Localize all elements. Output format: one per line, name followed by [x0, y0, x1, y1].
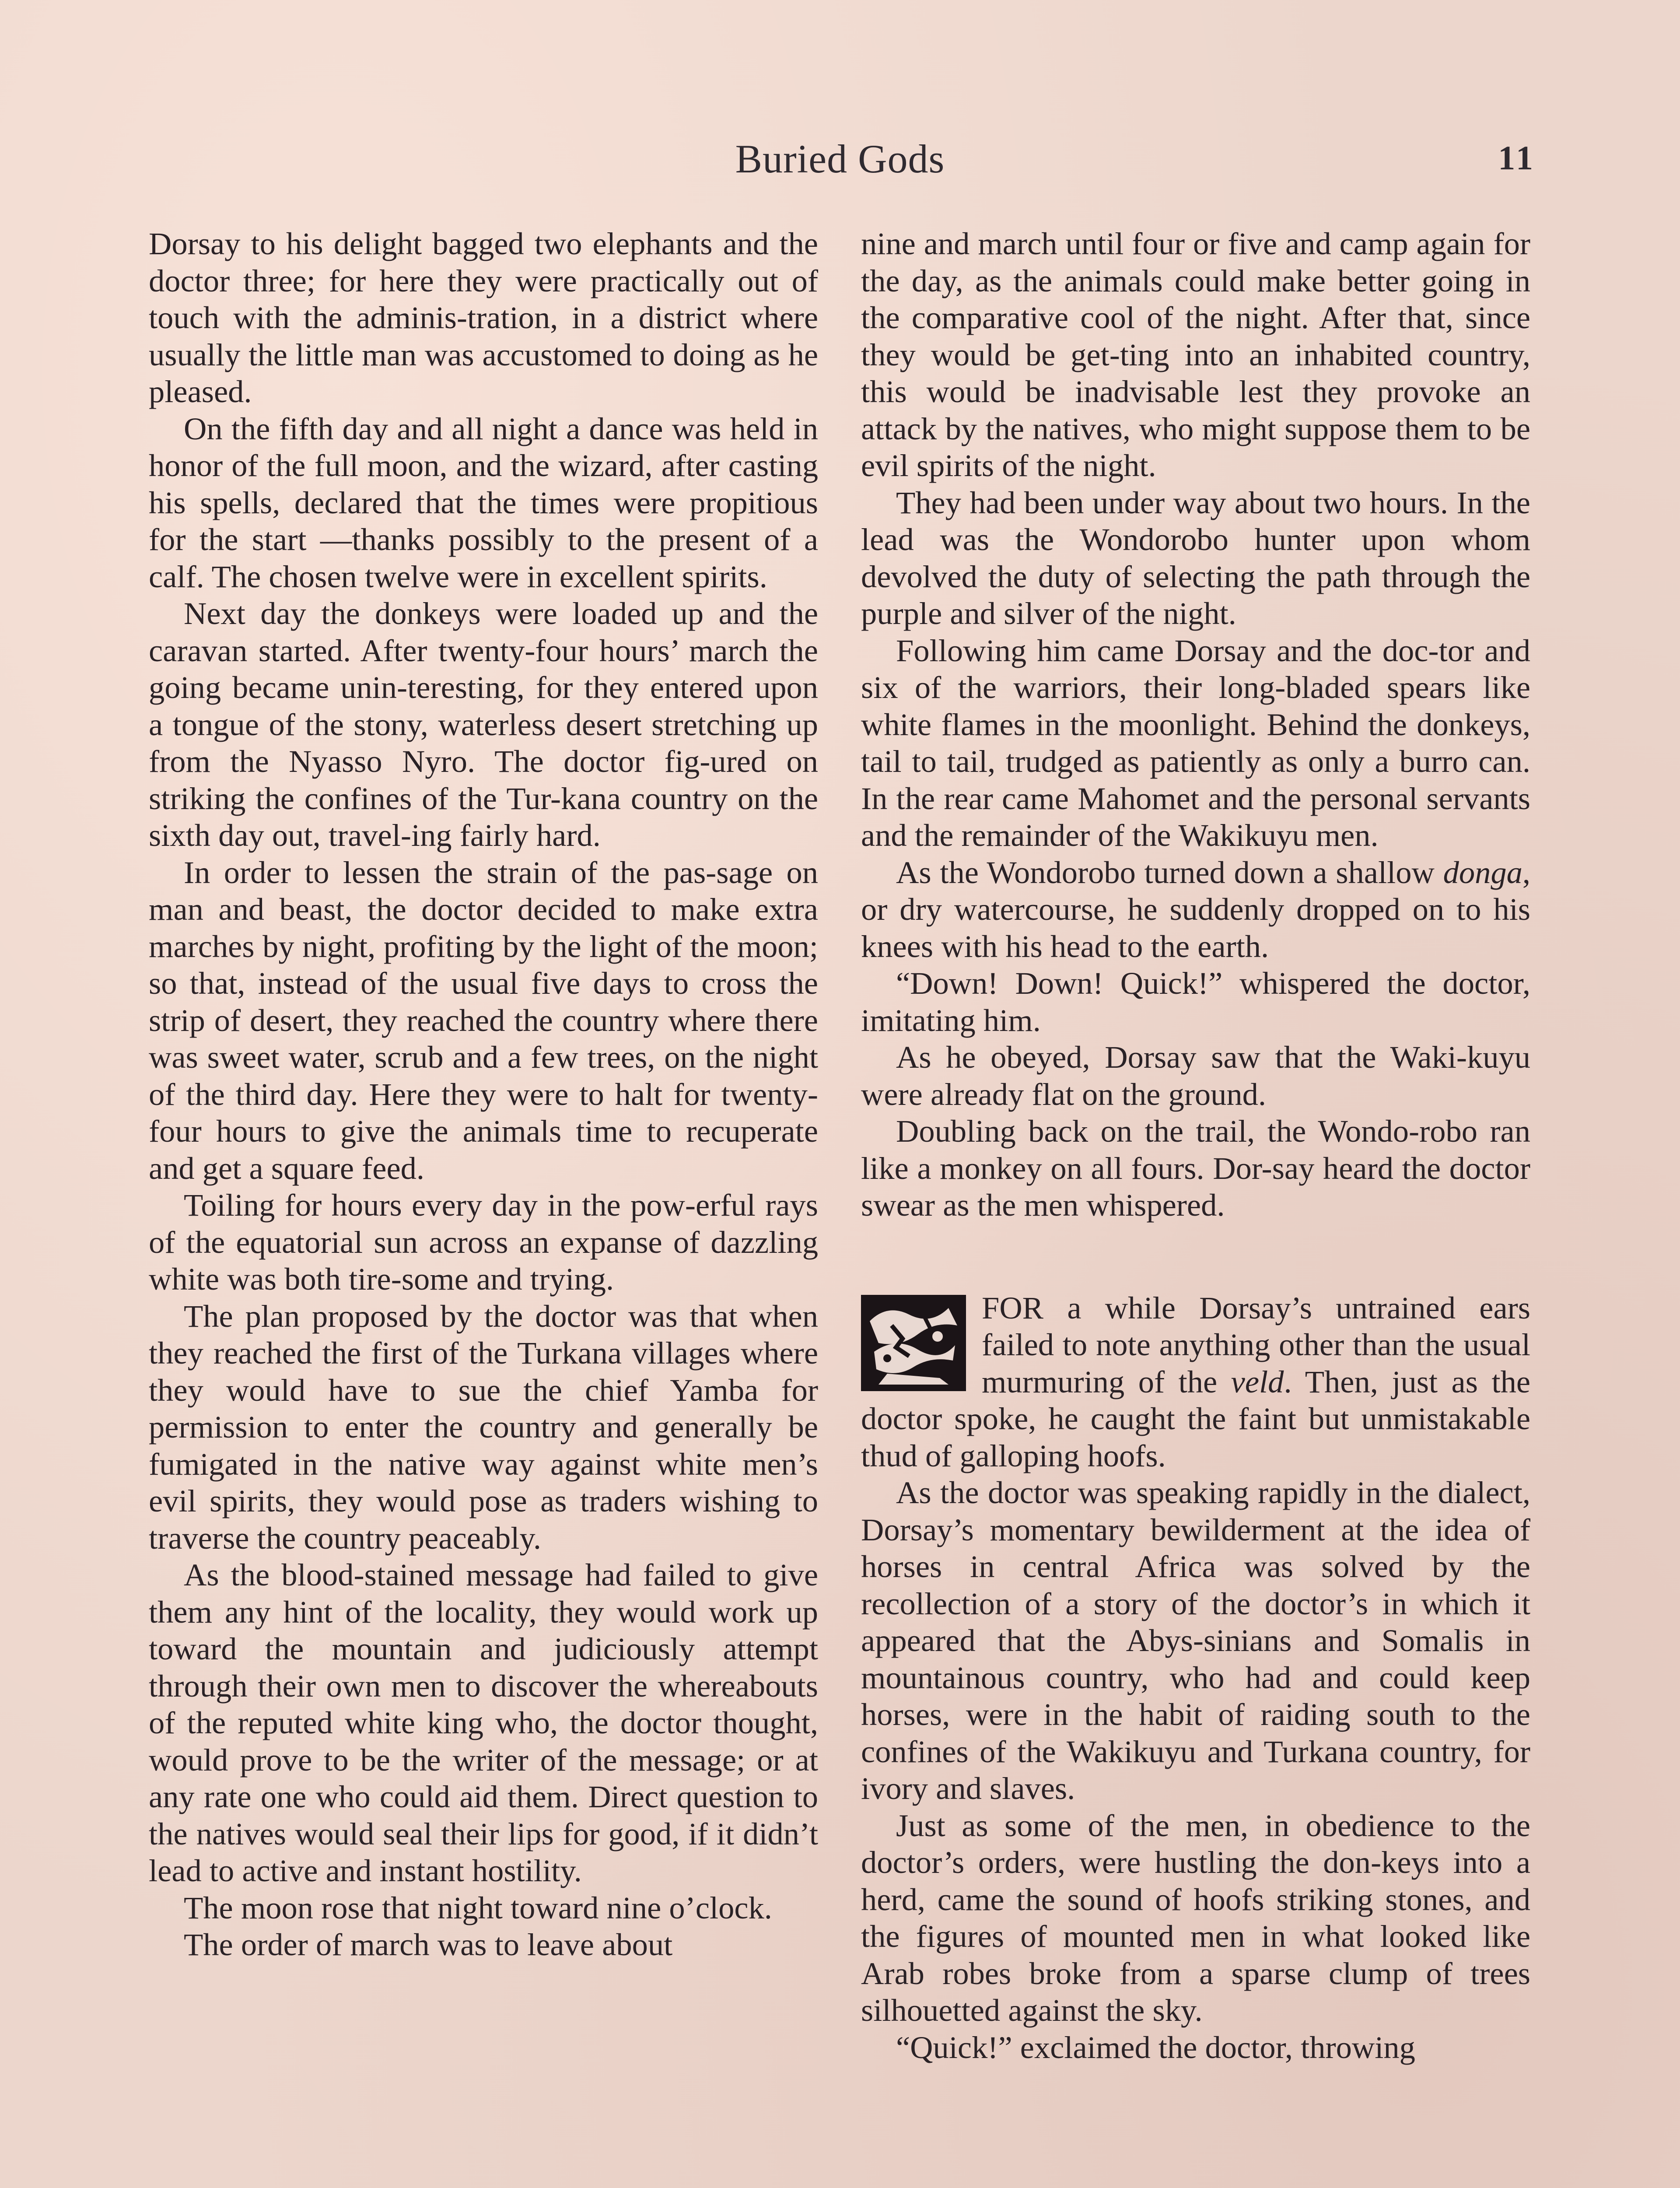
paragraph: [861, 854, 1530, 965]
paragraph: The order of march was to leave about: [184, 1927, 673, 1962]
paragraph: Just as some of the men, in obedience to the doctor’s orders, were hustling the don-keys into a herd, came the sound of hoofs striking stones, and the figures of mounted men in what looked like Arab robes broke from a sparse clump of trees silhouetted against the sky.: [861, 1807, 1530, 2028]
right-column: [861, 225, 1530, 2066]
paragraph: nine and march until four or five and camp again for the day, as the animals could make better going in the comparative cool of the night. After that, since they would be get-ting into an inhabited country, this would be inadvisable lest they provoke an attack by the natives, who might suppose them to be evil spirits of the night.: [861, 226, 1530, 483]
paragraph: They had been under way about two hours. In the lead was the Wondorobo hunter upon whom devolved the duty of selecting the path through the purple and silver of the night.: [861, 484, 1530, 631]
italic-term: donga: [1443, 854, 1522, 890]
page-number: 11: [1498, 139, 1536, 177]
left-column: [149, 225, 818, 1964]
paragraph: The moon rose that night toward nine o’clock.: [184, 1890, 772, 1925]
section-opening-paragraph: [861, 1290, 1530, 1475]
paragraph: Doubling back on the trail, the Wondo-robo ran like a monkey on all fours. Dor-say heard the doctor swear as the men whispered.: [861, 1113, 1530, 1223]
text-run: FOR a while Dorsay’s untrained ears failed to note anything other than the usual murmuring of the: [982, 1290, 1530, 1399]
paragraph: Following him came Dorsay and the doc-tor and six of the warriors, their long-bladed spears like white flames in the moonlight. Behind the donkeys, tail to tail, trudged as patiently as only a burro can. In the rear came Mahomet and the personal servants and the remainder of the Wakikuyu men.: [861, 632, 1530, 853]
section-break: [861, 1224, 1530, 1290]
paragraph: “Down! Down! Quick!” whispered the doctor, imitating him.: [861, 965, 1530, 1038]
paragraph: In order to lessen the strain of the pas-sage on man and beast, the doctor decided to make extra marches by night, profiting by the light of the moon; so that, instead of the usual five days to cross the strip of desert, they reached the country where there was sweet water, scrub and a few trees, on the night of the third day. Here they were to halt for twenty-four hours to give the animals time to recuperate and get a square feed.: [149, 854, 818, 1186]
paragraph: As the doctor was speaking rapidly in the dialect, Dorsay’s momentary bewilderment at the idea of horses in central Africa was solved by the recollection of a story of the doctor’s in which it appeared that the Abys-sinians and Somalis in mountainous country, who had and could keep horses, were in the habit of raiding south to the confines of the Wakikuyu and Turkana country, for ivory and slaves.: [861, 1475, 1530, 1806]
paragraph: Toiling for hours every day in the pow-erful rays of the equatorial sun across an expanse of dazzling white was both tire-some and trying.: [149, 1187, 818, 1297]
italic-term: veld: [1231, 1364, 1284, 1399]
decorative-ornament-icon: [861, 1295, 966, 1391]
text-run: As the Wondorobo turned down a shallow: [896, 854, 1435, 890]
paragraph: Dorsay to his delight bagged two elephants and the doctor three; for here they were practically out of touch with the adminis-tration, in a district where usually the little man was accustomed to doing as he pleased.: [149, 226, 818, 409]
text-run: . Then, just as the doctor spoke, he caught the faint but unmistakable thud of galloping hoofs.: [861, 1364, 1531, 1473]
running-header: [0, 127, 1680, 188]
running-title: Buried Gods: [735, 137, 945, 181]
paragraph: On the fifth day and all night a dance was held in honor of the full moon, and the wizard, after casting his spells, declared that the times were propitious for the start —thanks possibly to the present of a calf. The chosen twelve were in excellent spirits.: [149, 410, 818, 594]
paragraph: As he obeyed, Dorsay saw that the Waki-kuyu were already flat on the ground.: [861, 1039, 1530, 1112]
paragraph: The plan proposed by the doctor was that when they reached the first of the Turkana villages where they would have to sue the chief Yamba for permission to enter the country and generally be fumigated in the native way against white men’s evil spirits, they would pose as traders wishing to traverse the country peaceably.: [149, 1298, 818, 1556]
text-run: , or dry watercourse, he suddenly dropped on to his knees with his head to the earth.: [861, 854, 1530, 964]
paragraph: Next day the donkeys were loaded up and the caravan started. After twenty-four hours’ march the going became unin-teresting, for they entered upon a tongue of the stony, waterless desert stretching up from the Nyasso Nyro. The doctor fig-ured on striking the confines of the Tur-kana country on the sixth day out, travel-ing fairly hard.: [149, 596, 818, 853]
paragraph: As the blood-stained message had failed to give them any hint of the locality, they would work up toward the mountain and judiciously attempt through their own men to discover the whereabouts of the reputed white king who, the doctor thought, would prove to be the writer of the message; or at any rate one who could aid them. Direct question to the natives would seal their lips for good, if it didn’t lead to active and instant hostility.: [149, 1557, 818, 1888]
paragraph: “Quick!” exclaimed the doctor, throwing: [896, 2029, 1415, 2065]
